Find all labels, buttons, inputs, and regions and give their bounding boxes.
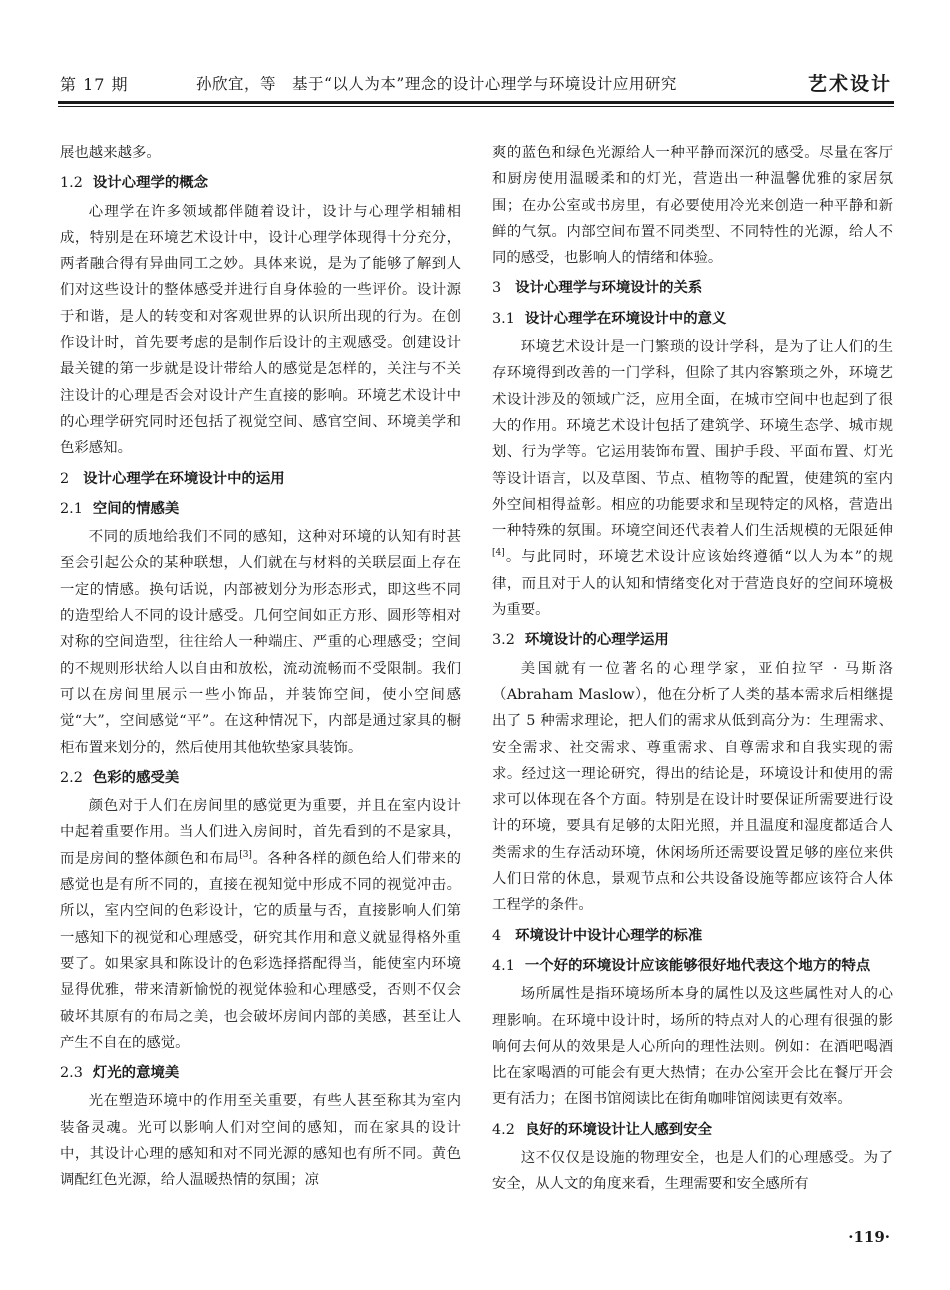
paragraph: 场所属性是指环境场所本身的属性以及这些属性对人的心理影响。在环境中设计时，场所的特点对人的心理有很强的影响何去何从的效果是人心所向的理性法则。例如：在酒吧喝酒比在家喝酒的可能会有更大热情；在办公室开会比在餐厅开会更有活力；在图书馆阅读比在街角咖啡馆阅读更有效率。 (492, 986, 893, 1108)
section-heading-1-2 (60, 170, 461, 196)
section-heading-2-3 (60, 1060, 461, 1086)
section-number: 2.1 (60, 500, 83, 517)
section-number: 3.1 (492, 310, 515, 327)
paragraph: 爽的蓝色和绿色光源给人一种平静而深沉的感受。尽量在客厅和厨房使用温暖柔和的灯光，营造出一种温馨优雅的家居氛围；在办公室或书房里，有必要使用冷光来创造一种平静和新鲜的气氛。内部空间布置不同类型、不同特性的光源，给人不同的感受，也影响人的情绪和体验。 (492, 145, 893, 267)
section-heading-2-1 (60, 496, 461, 522)
section-title: 一个好的环境设计应该能够很好地代表这个地方的特点 (524, 957, 871, 974)
section-number: 4.1 (492, 957, 515, 974)
section-heading-4-2 (492, 1117, 893, 1143)
paragraph: 心理学在许多领域都伴随着设计，设计与心理学相辅相成，特别是在环境艺术设计中，设计心理学体现得十分充分，两者融合得有异曲同工之妙。具体来说，是为了能够了解到人们对这些设计的整体感受并进行自身体验的一些评价。设计源于和谐，是人的转变和对客观世界的认识所出现的行为。在创作设计时，首先要考虑的是制作后设计的主观感受。创建设计最关键的第一步就是设计带给人的感觉是怎样的，关注与不关注设计的心理是否会对设计产生直接的影响。环境艺术设计中的心理学研究同时还包括了视觉空间、感官空间、环境美学和色彩感知。 (60, 203, 461, 457)
paragraph (492, 334, 893, 623)
citation-ref: [3] (239, 849, 252, 860)
section-title: 设计心理学的概念 (92, 175, 209, 192)
section-title: 空间的情感美 (92, 500, 180, 517)
paragraph: 不同的质地给我们不同的感知，这种对环境的认知有时甚至会引起公众的某种联想，人们就在与材料的关联层面上存在一定的情感。换句话说，内部被划分为形态形式，即这些不同的造型给人不同的设计感受。几何空间如正方形、圆形等相对对称的空间造型，往往给人一种端庄、严重的心理感受；空间的不规则形状给人以自由和放松，流动流畅而不受限制。我们可以在房间里展示一些小饰品，并装饰空间，使小空间感觉“大”，空间感觉“平”。在这种情况下，内部是通过家具的橱柜布置来划分的，然后使用其他软垫家具装饰。 (60, 529, 461, 756)
section-number: 3 (492, 280, 502, 297)
right-column (492, 140, 893, 1240)
section-number: 3.2 (492, 632, 515, 649)
section-heading-3-2 (492, 627, 893, 653)
section-number: 1.2 (60, 175, 83, 192)
section-heading-2 (60, 466, 461, 492)
paragraph (60, 793, 461, 1056)
section-title: 良好的环境设计让人感到安全 (524, 1121, 712, 1138)
header-rule-thick (58, 101, 894, 104)
section-number: 4 (492, 927, 502, 944)
citation-ref: [4] (492, 548, 505, 559)
running-header (60, 72, 892, 100)
section-title: 设计心理学在环境设计中的运用 (83, 470, 285, 487)
paragraph-text: 颜色对于人们在房间里的感觉更为重要，并且在室内设计中起着重要作用。当人们进入房间时，首先看到的不是家具，而是房间的整体颜色和布局 (60, 798, 461, 867)
paragraph: 美国就有一位著名的心理学家，亚伯拉罕 · 马斯洛（Abraham Maslow），他在分析了人类的基本需求后相继提出了 5 种需求理论，把人们的需求从低到高分为：生理需求、安全需求、社交需求、尊重需求、自尊需求和自我实现的需求。经过这一理论研究，得出的结论是，环境设计和使用的需求可以体现在各个方面。特别是在设计时要保证所需要进行设计的环境，要具有足够的太阳光照，并且温度和湿度都适合人类需求的生存活动环境，休闲场所还需要设置足够的座位来供人们日常的休息，景观节点和公共设备设施等都应该符合人体工程学的条件。 (492, 660, 893, 914)
section-number: 2.2 (60, 769, 83, 786)
section-title: 灯光的意境美 (92, 1065, 180, 1082)
section-number: 2 (60, 470, 70, 487)
paragraph-text: 环境艺术设计是一门繁琐的设计学科，是为了让人们的生存环境得到改善的一门学科，但除了其内容繁琐之外，环境艺术设计涉及的领域广泛，应用全面，在城市空间中也起到了很大的作用。环境艺术设计包括了建筑学、环境生态学、城市规划、行为学等。它运用装饰布置、围护手段、平面布置、灯光等设计语言，以及草图、节点、植物等的配置，使建筑的室内外空间相得益彰。相应的功能要求和呈现特定的风格，营造出一种特殊的氛围。环境空间还代表着人们生活规模的无限延伸 (492, 339, 893, 540)
section-heading-3-1 (492, 306, 893, 332)
paragraph-text: 。各种各样的颜色给人们带来的感觉也是有所不同的，直接在视知觉中形成不同的视觉冲击。所以，室内空间的色彩设计，它的质量与否，直接影响人们第一感知下的视觉和心理感受，研究其作用和意义就显得格外重要了。如果家具和陈设计的色彩选择搭配得当，能使室内环境显得优雅，带来清新愉悦的视觉体验和心理感受，否则不仅会破坏其原有的布局之美，也会破坏房间内部的美感，甚至让人产生不自在的感觉。 (60, 850, 461, 1051)
paragraph: 这不仅仅是设施的物理安全，也是人们的心理感受。为了安全，从人文的角度来看，生理需要和安全感所有 (492, 1149, 893, 1193)
section-heading-4-1 (492, 953, 893, 979)
left-column (60, 140, 461, 1240)
paragraph: 光在塑造环境中的作用至关重要，有些人甚至称其为室内装备灵魂。光可以影响人们对空间的感知，而在家具的设计中，其设计心理的感知和对不同光源的感知也有所不同。黄色调配红色光源，给人温暖热情的氛围；凉 (60, 1093, 461, 1189)
page-number: ·119· (848, 1228, 890, 1246)
journal-name: 艺术设计 (807, 73, 892, 95)
section-heading-3 (492, 275, 893, 301)
section-heading-4 (492, 923, 893, 949)
paragraph: 展也越来越多。 (60, 145, 161, 161)
section-title: 设计心理学与环境设计的关系 (515, 280, 703, 297)
section-title: 环境设计中设计心理学的标准 (515, 927, 703, 944)
section-title: 设计心理学在环境设计中的意义 (524, 310, 727, 327)
running-title: 孙欣宜，等 基于“以人为本”理念的设计心理学与环境设计应用研究 (196, 75, 677, 93)
issue-number: 第 17 期 (60, 75, 129, 94)
section-title: 环境设计的心理学运用 (524, 632, 669, 649)
section-number: 4.2 (492, 1121, 515, 1138)
paragraph-text: 。与此同时，环境艺术设计应该始终遵循“以人为本”的规律，而且对于人的认知和情绪变化对于营造良好的空间环境极为重要。 (492, 549, 893, 619)
section-number: 2.3 (60, 1065, 83, 1082)
section-title: 色彩的感受美 (92, 769, 180, 786)
section-heading-2-2 (60, 765, 461, 791)
header-rule-thin (58, 106, 894, 107)
